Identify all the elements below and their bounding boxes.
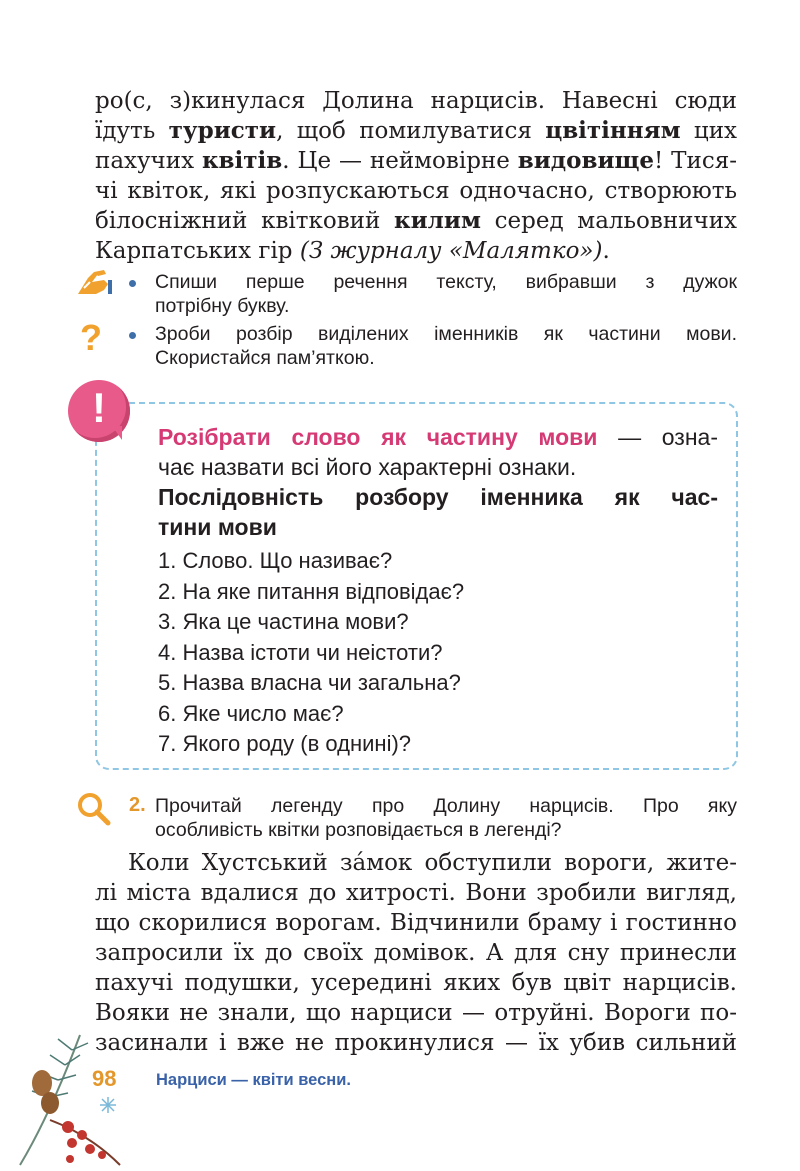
question-mark-icon: ? <box>80 317 102 358</box>
page-number: 98 <box>92 1066 117 1091</box>
legend-line-5: пахучі подушки, усередині яких був цвіт нарцисів. <box>95 970 737 996</box>
source-citation: (З журналу «Малятко») <box>299 238 603 264</box>
memo-definition-line-2: чає назвати всі його характерні ознаки. <box>158 454 577 480</box>
memo-step: 5. Назва власна чи загальна? <box>158 670 461 695</box>
legend-line-7: засинали і вже не прокинулися — їх убив сильний <box>95 1030 737 1056</box>
legend-paragraph <box>95 848 737 1058</box>
legend-line-3: що скорилися ворогам. Відчинили браму і гостинно <box>95 910 737 936</box>
memo-step: 2. На яке питання відповідає? <box>158 578 465 604</box>
pine-branch-decoration <box>10 1025 140 1171</box>
intro-line-3: пахучих квітів. Це — неймовірне видовище! Тися- <box>95 147 737 174</box>
legend-line-4: запросили їх до своїх домівок. А для сну принесли <box>95 940 737 966</box>
intro-line-1: ро(с, з)кинулася Долина нарцисів. Навесні сюди <box>95 88 737 114</box>
task-2-line-2: Скористайся пам’яткою. <box>155 347 375 369</box>
intro-line-2: їдуть туристи, щоб помилуватися цвітінням цих <box>95 117 737 144</box>
bold-word-turysty: туристи <box>168 117 277 144</box>
intro-paragraph <box>95 86 737 266</box>
task-2-line-1: Зроби розбір виділених іменників як частини мови. <box>155 323 737 345</box>
bold-word-vydovyshche: видовище <box>517 147 655 174</box>
task-1-line-1: Спиши перше речення тексту, вибравши з дужок <box>155 271 737 293</box>
memo-heading-line-2: тини мови <box>158 514 277 540</box>
memo-step: 4. Назва істоти чи неістоти? <box>158 639 443 665</box>
legend-line-1: Коли Хустський за́мок обступили вороги, жите- <box>128 850 737 876</box>
memo-step: 3. Яка це частина мови? <box>158 609 409 634</box>
task-1-line-2: потрібну букву. <box>155 295 290 317</box>
task-2-instruction <box>155 322 737 370</box>
intro-line-5: білосніжний квітковий килим серед мальовничих <box>95 207 738 234</box>
memo-step: 6. Яке число має? <box>158 700 344 726</box>
task-2-text <box>155 794 737 842</box>
task-2-number: 2. <box>129 794 146 816</box>
legend-line-6: Вояки не знали, що нарциси — отруйні. Вороги по- <box>95 1000 737 1026</box>
bullet-1 <box>129 280 136 287</box>
exclamation-badge-tail <box>112 426 122 440</box>
intro-line-6: Карпатських гір (З журналу «Малятко»). <box>95 238 610 264</box>
task-2-text-line-2: особливість квітки розповідається в легенді? <box>155 819 562 841</box>
memo-definition-line-1: Розібрати слово як частину мови — озна- <box>158 424 719 450</box>
bold-word-kvitiv: квітів <box>201 147 283 174</box>
magnifier-icon <box>76 791 112 827</box>
memo-heading-line-1: Послідовність розбору іменника як час- <box>158 484 718 510</box>
memo-step: 7. Якого роду (в однині)? <box>158 731 412 756</box>
section-title: Нарциси — квіти весни. <box>156 1071 351 1089</box>
legend-line-2: лі міста вдалися до хитрості. Вони зробили вигляд, <box>95 880 737 906</box>
exclamation-badge-icon <box>68 380 130 442</box>
task-2-text-line-1: Прочитай легенду про Долину нарцисів. Про яку <box>155 795 737 817</box>
memo-step: 1. Слово. Що називає? <box>158 548 393 573</box>
exclamation-mark: ! <box>92 384 106 431</box>
memo-term: Розібрати слово як частину мови <box>158 424 598 450</box>
writing-hand-icon <box>74 268 114 298</box>
bold-word-kylym: килим <box>394 207 481 234</box>
bold-word-tsvitinnyam: цвітінням <box>545 117 681 144</box>
bullet-2 <box>129 332 136 339</box>
memo-content <box>158 422 718 760</box>
task-1-instruction <box>155 270 737 318</box>
intro-line-4: чі квіток, які розпускаються одночасно, створюють <box>95 178 737 204</box>
